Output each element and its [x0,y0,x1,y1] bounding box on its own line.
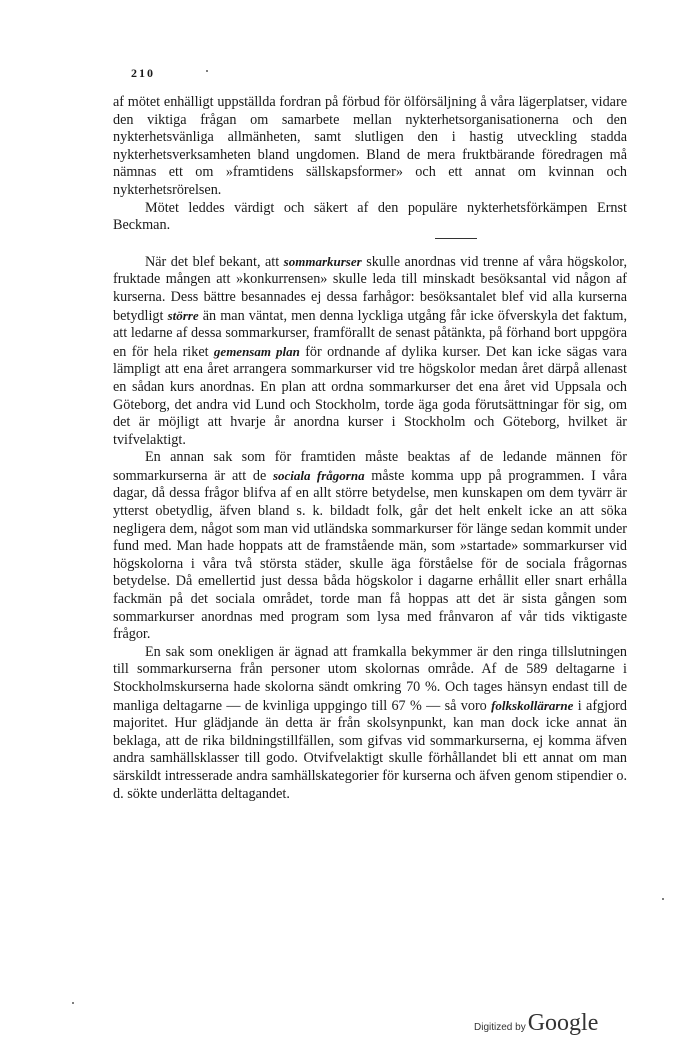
paragraph-2: Mötet leddes värdigt och säkert af den populäre nykterhetsförkämpen Ernst Beckman. [113,199,627,234]
section-divider [435,238,477,239]
paragraph-3: När det blef bekant, att sommarkurser skulle anordnas vid trenne af våra högskolor, fruktade mången att »konkurrensen» skulle leda till minskadt besöksantal vid någon af kurserna. Dess bättre besannades ej dessa farhågor: besöksantalet blef vid alla kurserna betydligt större än man väntat, men denna lyckliga utgång får icke öfverskyla det faktum, att ledarne af dessa sommarkurser, framförallt de senast påtänkta, på förhand bort uppgöra en för hela riket gemensam plan för ordnande af dylika kurser. Det kan icke sägas vara lämpligt att ena året arrangera sommarkurser vid tre högskolor medan året därpå allenast en sådan kurs anordnas. En plan att ordna sommarkurser det ena året vid Uppsala och Göteborg, det andra vid Lund och Stockholm, torde äga goda förutsättningar för sig, om det är möjligt att hvarje år anordna kurser i Stockholm och Göteborg, hvilket är tvifvelaktigt. [113,253,627,448]
google-logo: Google [527,1010,599,1036]
digitized-footer [474,1010,598,1037]
scan-speck [72,1002,74,1004]
paragraph-5: En sak som onekligen är ägnad att framkalla bekymmer är den ringa tillslutningen till sommarkurserna från personer utom skolornas område. Af de 589 deltagarne i Stockholmskurserna hade skolorna sändt omkring 70 %. Och tages hänsyn endast till de manliga deltagarne — de kvinliga uppgingo till 67 % — så voro folkskollärarne i afgjord majoritet. Hur glädjande än detta är från skolsynpunkt, kan man dock icke annat än beklaga, att de rika bildningstillfällen, som gifvas vid sommarkurserna, ej komma äfven andra samhällsklasser till godo. Otvifvelaktigt skulle förhållandet bli ett annat om man särskildt intresserade andra samhällskategorier för kurserna och äfven genom stipendier o. d. sökte underlätta deltagandet. [113,643,627,802]
digitized-by-label: Digitized by [474,1022,526,1033]
emphasis-folkskollararne: folkskollärarne [491,697,574,713]
paragraph-4: En annan sak som för framtiden måste beaktas af de ledande männen för sommarkurserna är att de sociala frågorna måste komma upp på programmen. I våra dagar, då dessa frågor blifva af en allt större betydelse, men kunskapen om dem tyvärr är ytterst obetydlig, äfven bland s. k. bildadt folk, går det helt enkelt icke an att söka negligera dem, något som man vid utländska sommarkurser för länge sedan kommit under fund med. Man hade hoppats att de framstående män, som »startade» sommarkurser vid högskolorna i våra två största städer, skulle äga förståelse för de sociala frågornas betydelse. Då emellertid just dessa båda högskolor i dagarne erhållit eller snart erhålla fackmän på det sociala området, torde man få hoppas att det är sista gången som sommarkurser anordnas med program som lysa med frånvaron af vår tids viktigaste frågor. [113,449,627,643]
scan-speck [662,898,664,900]
paragraph-1: af mötet enhälligt uppställda fordran på förbud för ölförsäljning å våra lägerplatser, vidare den viktiga frågan om samarbete mellan nykterhetsorganisationerna och den nykterhetsvänliga allmänheten, samt slutligen den i hastig utveckling stadda nykterhetsverksamheten bland ungdomen. Bland de mera fruktbärande föredragen må nämnas ett om »framtidens sällskapsformer» och ett annat om kvinnan och nykterhetsrörelsen. [113,94,627,198]
emphasis-sommarkurser: sommarkurser [283,253,362,269]
emphasis-storre: större [167,307,199,323]
emphasis-sociala-fragorna: sociala frågorna [272,467,365,483]
page-number: 210 [131,66,155,80]
body-text [113,94,627,803]
emphasis-gemensam-plan: gemensam plan [213,343,300,359]
scan-speck [206,70,208,72]
